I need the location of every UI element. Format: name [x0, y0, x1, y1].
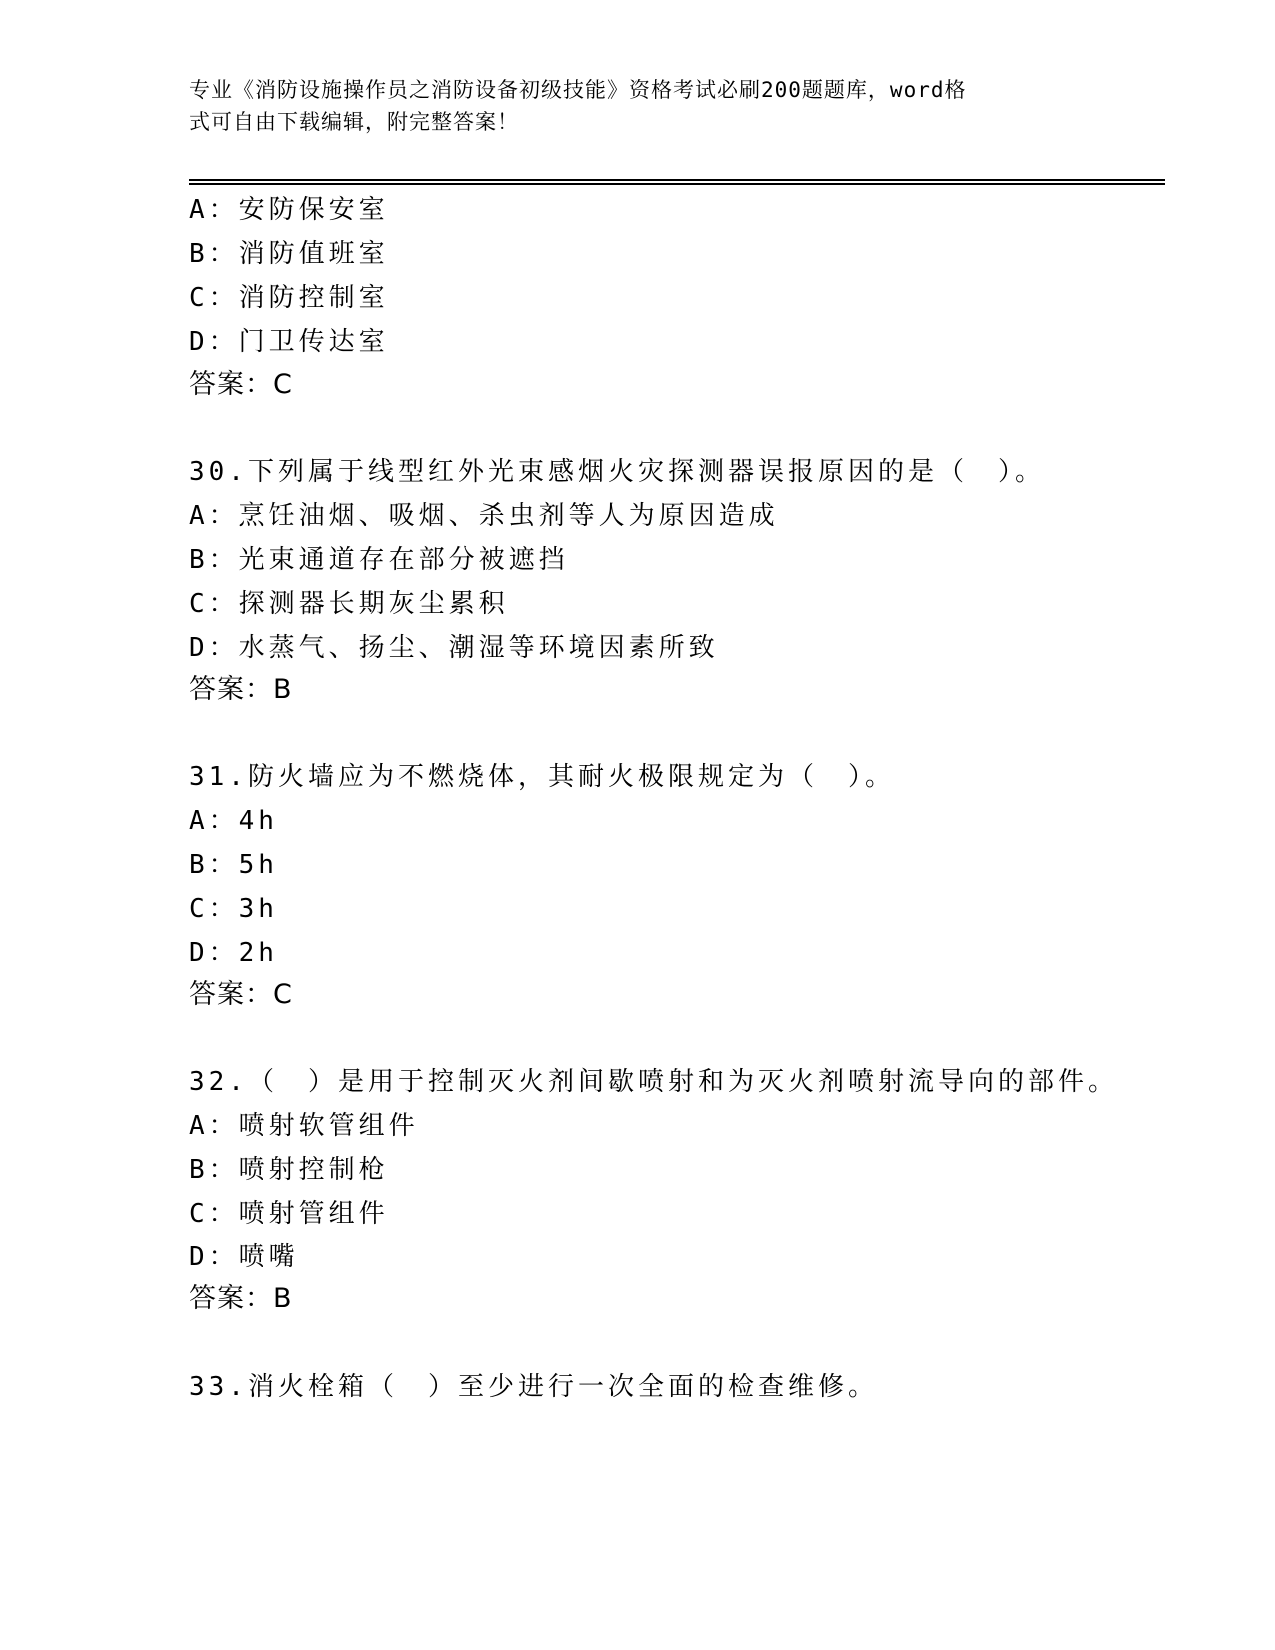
q31-option-d: D：2h — [189, 938, 278, 968]
q32-option-a: A：喷射软管组件 — [189, 1111, 419, 1141]
q29-option-b: B：消防值班室 — [189, 239, 389, 269]
header-divider-top — [189, 179, 1165, 181]
q31-option-c: C：3h — [189, 894, 278, 924]
q32-option-c: C：喷射管组件 — [189, 1199, 389, 1229]
q32-option-b: B：喷射控制枪 — [189, 1155, 389, 1185]
q31-option-a: A：4h — [189, 806, 278, 836]
q32-question: 32.（ ）是用于控制灭火剂间歇喷射和为灭火剂喷射流导向的部件。 — [189, 1067, 1118, 1097]
document-header — [189, 74, 1089, 138]
q33-question: 33.消火栓箱（ ）至少进行一次全面的检查维修。 — [189, 1372, 878, 1402]
q30-answer: 答案：B — [189, 674, 293, 705]
q29-answer: 答案：C — [189, 369, 293, 400]
q32-option-d: D：喷嘴 — [189, 1242, 299, 1272]
q30-question: 30.下列属于线型红外光束感烟火灾探测器误报原因的是（ ）。 — [189, 457, 1045, 487]
q30-option-c: C：探测器长期灰尘累积 — [189, 589, 509, 619]
header-line-1: 专业《消防设施操作员之消防设备初级技能》资格考试必刷200题题库，word格 — [189, 78, 967, 102]
q30-option-a: A：烹饪油烟、吸烟、杀虫剂等人为原因造成 — [189, 501, 779, 531]
q30-option-d: D：水蒸气、扬尘、潮湿等环境因素所致 — [189, 633, 719, 663]
header-line-2: 式可自由下载编辑，附完整答案！ — [189, 110, 519, 134]
q31-answer: 答案：C — [189, 979, 293, 1010]
q30-option-b: B：光束通道存在部分被遮挡 — [189, 545, 569, 575]
q31-option-b: B：5h — [189, 850, 278, 880]
q31-question: 31.防火墙应为不燃烧体，其耐火极限规定为（ ）。 — [189, 762, 895, 792]
q29-option-c: C：消防控制室 — [189, 283, 389, 313]
q29-option-a: A：安防保安室 — [189, 195, 389, 225]
q32-answer: 答案：B — [189, 1283, 293, 1314]
header-divider-bottom — [189, 183, 1165, 185]
q29-option-d: D：门卫传达室 — [189, 327, 389, 357]
